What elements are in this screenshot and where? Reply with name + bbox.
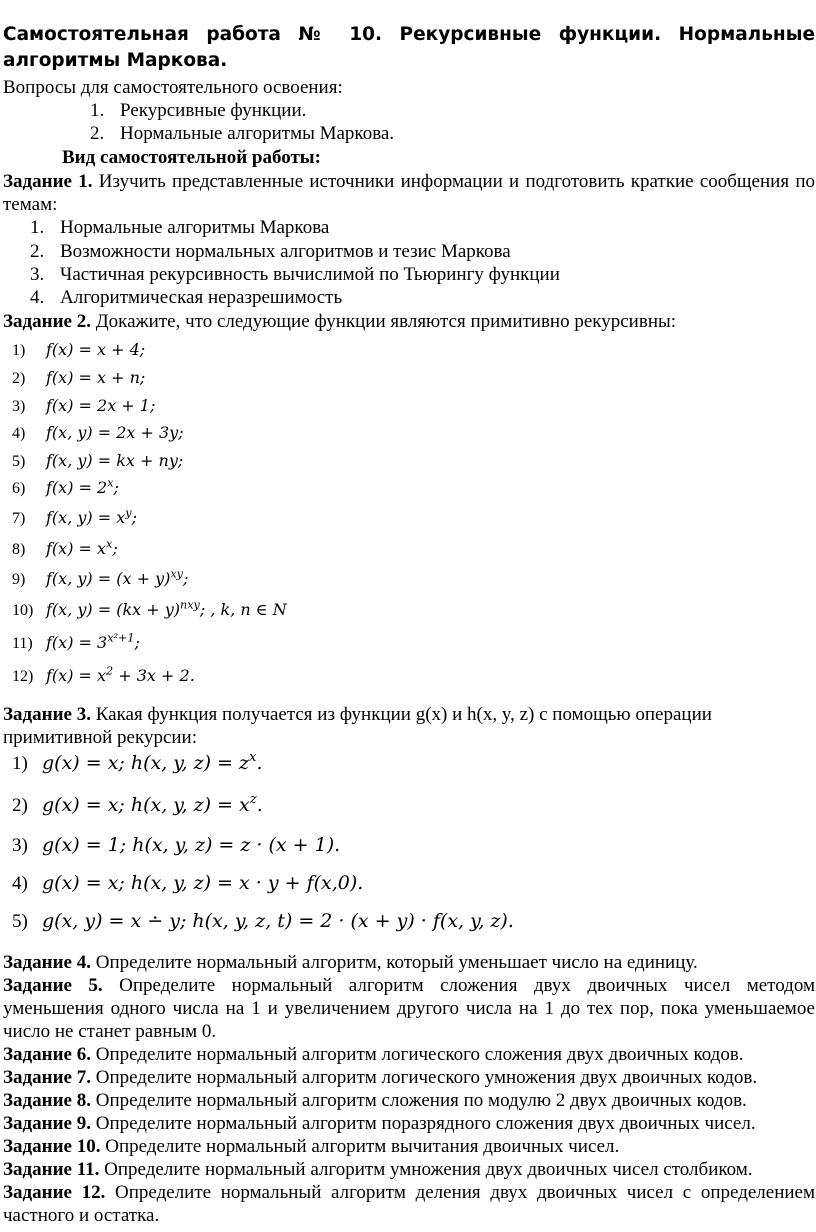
task-item [3, 1089, 815, 1112]
formula-number: 2) [12, 795, 28, 816]
formula-number: 5) [12, 453, 26, 470]
formula-body: $f(x) = 2^x$; [46, 476, 119, 497]
task-text: Определите нормальный алгоритм логического сложения двух двоичных кодов. [95, 1044, 744, 1065]
task-label: Задание 12. [3, 1182, 106, 1203]
formula-number: 4) [12, 873, 28, 894]
formula-number: 1) [12, 342, 26, 359]
task-label: Задание 2. [3, 311, 91, 332]
task-item [3, 1181, 815, 1227]
formula-body: $f(x) = x^x$; [46, 537, 118, 558]
formula-body: f(x) = x + n; [46, 368, 146, 387]
formula-exponent: nxy [180, 598, 200, 612]
formula-body: g(x) = x; h(x, y, z) = x · y + f(x,0). [42, 872, 364, 894]
question-item: 2. Нормальные алгоритмы Маркова. [90, 123, 395, 144]
formula [12, 340, 145, 360]
formula-exponent: xy [170, 567, 183, 581]
task-label: Задание 11. [3, 1159, 100, 1180]
task-3 [3, 703, 815, 749]
formula [12, 752, 263, 775]
task-text: Изучить представленные источники информации и подготовить краткие сообщения по темам: [3, 171, 816, 215]
formula-body: f(x) = x + 4; [46, 340, 146, 359]
task-item [3, 1158, 815, 1181]
formula-number: 12) [12, 668, 34, 685]
task-text: Определите нормальный алгоритм логического умножения двух двоичных кодов. [95, 1067, 758, 1088]
task-item [3, 1112, 815, 1135]
formula [12, 451, 183, 471]
formula-number: 2) [12, 370, 26, 387]
formula-exponent: x [249, 750, 257, 766]
task-label: Задание 1. [3, 171, 93, 192]
formula-exponent: z [249, 792, 257, 808]
task-text: Определите нормальный алгоритм деления двух двоичных чисел с определением частного и остатка. [3, 1182, 815, 1226]
task-label: Задание 3. [3, 704, 91, 725]
task-label: Задание 10. [3, 1136, 101, 1157]
formula-number: 3) [12, 835, 28, 856]
task-text: Определите нормальный алгоритм сложения по модулю 2 двух двоичных кодов. [95, 1090, 747, 1111]
formula-exponent: 2 [106, 664, 114, 678]
formula-number: 1) [12, 753, 28, 774]
formula [12, 396, 155, 416]
formula-body: $f(x) = x^2 + 3x + 2$. [46, 664, 195, 685]
formula [12, 368, 145, 388]
formula-exponent: x [106, 537, 113, 551]
formula-number: 5) [12, 911, 28, 932]
task-text: Докажите, что следующие функции являются примитивно рекурсивны: [95, 311, 677, 332]
formula-number: 9) [12, 571, 26, 588]
topic-item: 2. Возможности нормальных алгоритмов и тезис Маркова [30, 241, 511, 262]
formula-body: g(x, y) = x ∸ y; h(x, y, z, t) = 2 · (x + y) · f(x, y, z). [42, 910, 514, 932]
formula-body: f(x, y) = 2x + 3y; [46, 423, 184, 442]
formula [12, 794, 263, 817]
formula-number: 11) [12, 635, 33, 652]
task-label: Задание 5. [3, 975, 103, 996]
task-label: Задание 4. [3, 952, 91, 973]
task-item [3, 951, 815, 974]
topic-item: 3. Частичная рекурсивность вычислимой по Тьюрингу функции [30, 264, 560, 285]
formula-body: f(x) = 2x + 1; [46, 396, 156, 415]
topic-item: 4. Алгоритмическая неразрешимость [30, 287, 343, 308]
task-text: Какая функция получается из функции g(x) и h(x, y, z) с помощью операции примитивной рекурсии: [3, 704, 712, 748]
formula [12, 478, 119, 498]
formula-number: 4) [12, 425, 26, 442]
formula-number: 8) [12, 541, 26, 558]
formula [12, 569, 188, 589]
formula-number: 10) [12, 602, 34, 619]
task-text: Определите нормальный алгоритм умножения двух двоичных чисел столбиком. [104, 1159, 753, 1180]
formula-body: f(x, y) = (kx + y)$^{nxy}$; , k, n ∈ N [46, 598, 287, 619]
task-2 [3, 310, 815, 333]
formula-body: g(x) = x; h(x, y, $z) = z^x$. [42, 750, 263, 774]
task-item [3, 1066, 815, 1089]
work-type-heading: Вид самостоятельной работы: [62, 147, 321, 168]
formula-body: f(x, y) = kx + ny; [46, 451, 184, 470]
formula [12, 666, 195, 686]
formula [12, 633, 140, 653]
task-item [3, 1135, 815, 1158]
task-label: Задание 6. [3, 1044, 91, 1065]
formula-exponent: x²+1 [107, 631, 135, 645]
formula [12, 508, 137, 528]
formula-body: g(x) = 1; h(x, y, z) = z · (x + 1). [42, 834, 341, 856]
questions-heading: Вопросы для самостоятельного освоения: [3, 77, 343, 98]
formula-number: 7) [12, 510, 26, 527]
question-item: 1. Рекурсивные функции. [90, 100, 307, 121]
task-1 [3, 170, 815, 216]
formula-body: f(x, $y) = (x + y)^{xy}$; [46, 567, 189, 588]
task-text: Определите нормальный алгоритм сложения двух двоичных чисел методом уменьшения одного числа на 1 и увеличением другого числа на 1 до тех пор, пока уменьшаемое число не станет равным 0. [3, 975, 816, 1042]
formula-body: g(x) = x; h(x, y, $z) = x^z$. [42, 792, 263, 816]
task-item [3, 974, 815, 1043]
formula [12, 539, 118, 559]
task-label: Задание 8. [3, 1090, 91, 1111]
task-item [3, 1043, 815, 1066]
topic-item: 1. Нормальные алгоритмы Маркова [30, 217, 330, 238]
formula-exponent: y [125, 506, 132, 520]
formula-body: f(x, $y) = x^y$; [46, 506, 137, 527]
formula-exponent: x [107, 476, 114, 490]
formula-number: 6) [12, 480, 26, 497]
formula-body: $f(x) = 3^{x^2+1}$; [46, 631, 140, 652]
formula [12, 834, 340, 857]
formula [12, 872, 363, 895]
formula-number: 3) [12, 398, 26, 415]
formula [12, 423, 184, 443]
task-label: Задание 7. [3, 1067, 91, 1088]
page-title: Самостоятельная работа № 10. Рекурсивные функции. Нормальные алгоритмы Маркова. [3, 24, 815, 71]
task-text: Определите нормальный алгоритм, который уменьшает число на единицу. [95, 952, 698, 973]
task-label: Задание 9. [3, 1113, 91, 1134]
task-text: Определите нормальный алгоритм поразрядного сложения двух двоичных чисел. [95, 1113, 756, 1134]
formula [12, 600, 287, 620]
formula [12, 910, 514, 933]
task-text: Определите нормальный алгоритм вычитания двоичных чисел. [105, 1136, 620, 1157]
